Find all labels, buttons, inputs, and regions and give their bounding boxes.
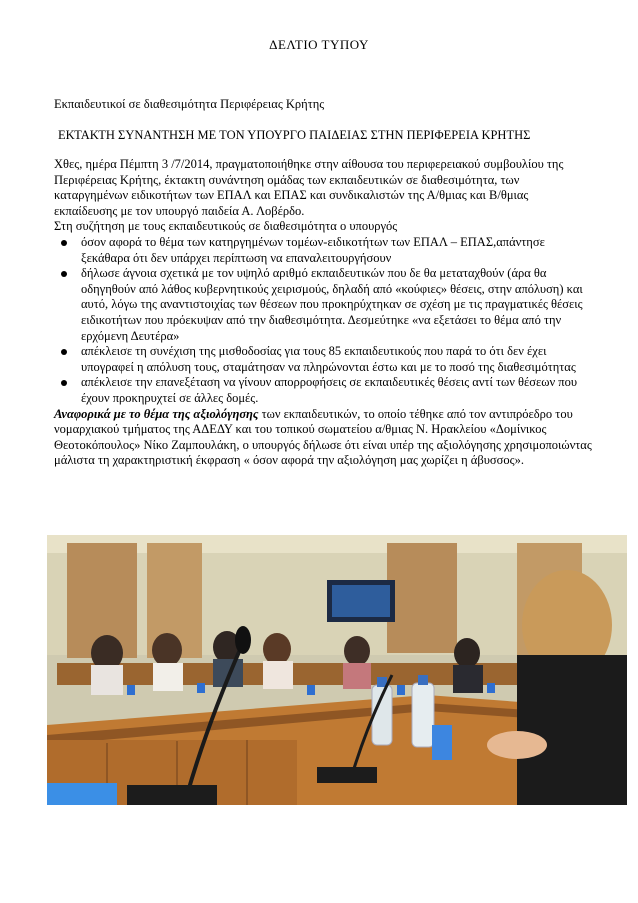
body-text [54, 157, 594, 469]
closing-bold-lead: Αναφορικά με το θέμα της αξιολόγησης [54, 406, 259, 421]
bullet-item: απέκλεισε τη συνέχιση της μισθοδοσίας για τους 85 εκπαιδευτικούς που παρά το ότι δεν έχει υπογραφεί η απόλυση τους, σταμάτησαν να πληρώνονται έστω και με το ποσό της διαθεσιμότητας [54, 344, 594, 375]
meeting-photo [47, 535, 627, 805]
bullet-list [54, 235, 594, 407]
closing-text: των εκπαιδευτικών, το οποίο τέθηκε από τον αντιπρόεδρο του νομαρχιακού τμήματος της ΑΔΕΔΥ και του τοπικού σωματείου α/θμιας Ν. Ηρακλείου «Δομίνικος Θεοτοκόπουλος» Νίκο Ζαμπουλάκη, ο υπουργός δήλωσε ότι είναι υπέρ της αξιολόγησης χρησιμοποιώντας μάλιστα τη χαρακτηριστική έκφραση « όσον αφορά την αξιολόγηση μας χωρίζει η άβυσσος». [54, 406, 592, 468]
closing-paragraph [54, 407, 594, 469]
document-title: ΔΕΛΤΙΟ ΤΥΠΟΥ [269, 37, 369, 52]
document-headline: ΕΚΤΑΚΤΗ ΣΥΝΑΝΤΗΣΗ ΜΕ ΤΟΝ ΥΠΟΥΡΓΟ ΠΑΙΔΕΙΑΣ ΣΤΗΝ ΠΕΡΙΦΕΡΕΙΑ ΚΡΗΤΗΣ [58, 128, 531, 142]
bullet-item: απέκλεισε την επανεξέταση να γίνουν απορροφήσεις σε εκπαιδευτικές θέσεις αντί των θέσεων που έχουν προκηρυχτεί σε άλλες δομές. [54, 375, 594, 406]
lead-sentence: Στη συζήτηση με τους εκπαιδευτικούς σε διαθεσιμότητα ο υπουργός [54, 219, 398, 234]
meeting-photo-illustration [47, 535, 627, 805]
document-subtitle: Εκπαιδευτικοί σε διαθεσιμότητα Περιφέρειας Κρήτης [54, 97, 325, 111]
intro-paragraph: Χθες, ημέρα Πέμπτη 3 /7/2014, πραγματοποιήθηκε στην αίθουσα του περιφερειακού συμβουλίου της Περιφέρειας Κρήτης, έκτακτη συνάντηση ομάδας των εκπαιδευτικών σε διαθεσιμότητα, των καταργημένων ειδικοτήτων των ΕΠΑΛ και ΕΠΑΣ και συνδικαλιστών της Α/θμιας και Β/θμιας εκπαίδευσης με τον υπουργό παιδεία Α. Λοβέρδο. [54, 157, 564, 218]
bullet-item: όσον αφορά το θέμα των κατηργημένων τομέων-ειδικοτήτων των ΕΠΑΛ – ΕΠΑΣ,απάντησε ξεκάθαρα ότι δεν υπάρχει περίπτωση να επαναλειτουργήσουν [54, 235, 594, 266]
bullet-item: δήλωσε άγνοια σχετικά με τον υψηλό αριθμό εκπαιδευτικών που δε θα μεταταχθούν (άρα θα οδηγηθούν από λάθος κυβερνητικούς χειρισμούς, δηλαδή από «κούφιες» θέσεις, στην απόλυση) και αυτό, λόγω της αναντιστοιχίας των θέσεων που προκηρύχτηκαν σε σχέση με τις πραγματικές θέσεις ειδικοτήτων που πρόεκυψαν από την διαθεσιμότητα. Δεσμεύτηκε «να εξετάσει το θέμα από την ερχόμενη Δευτέρα» [54, 266, 594, 344]
